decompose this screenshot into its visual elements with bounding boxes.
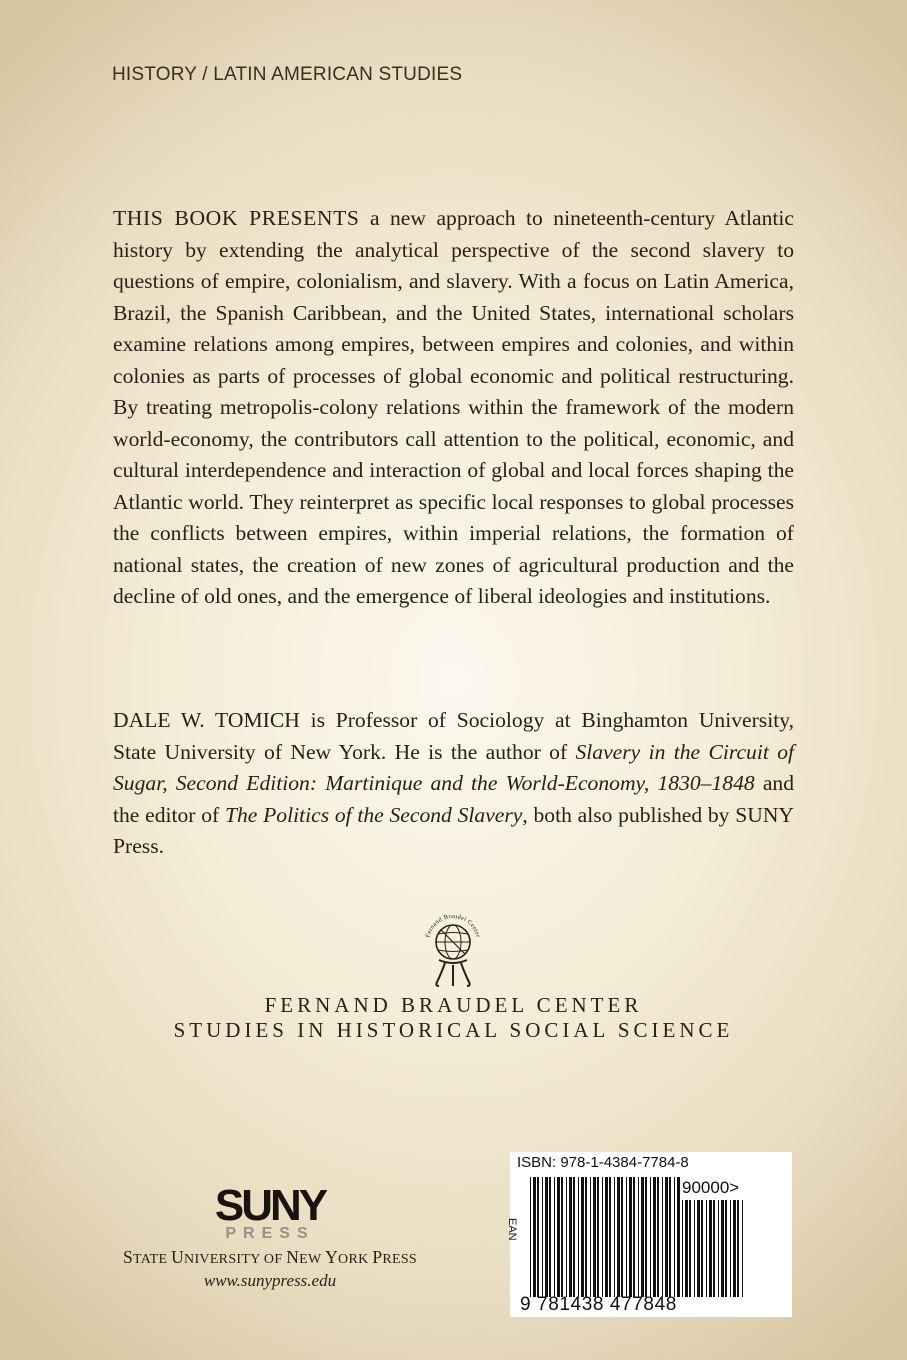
barcode-bar: [733, 1200, 736, 1297]
barcode-bar: [697, 1200, 700, 1297]
series-name: FERNAND BRAUDEL CENTER: [264, 993, 643, 1017]
barcode-bar: [674, 1177, 675, 1297]
book-title-2: The Politics of the Second Slavery: [224, 802, 523, 827]
barcode-bar: [542, 1177, 543, 1297]
barcode-bar: [617, 1177, 620, 1297]
barcode-bar: [682, 1200, 683, 1297]
price-code: 90000>: [682, 1178, 740, 1197]
barcode-bar: [626, 1177, 627, 1297]
barcode-bar: [609, 1177, 611, 1297]
braudel-center-logo: [417, 908, 489, 990]
barcode-bar: [590, 1177, 591, 1297]
barcode-bar: [597, 1177, 599, 1297]
barcode-bar: [718, 1200, 719, 1297]
barcode-bar: [694, 1200, 695, 1297]
book-description: [113, 203, 794, 613]
barcode-bar: [530, 1177, 531, 1297]
bio-part-2: and the editor of: [113, 771, 795, 827]
barcode-bar: [638, 1177, 639, 1297]
barcode-bar: [730, 1200, 731, 1297]
barcode-bar: [706, 1200, 707, 1297]
barcode-bar: [633, 1177, 635, 1297]
publisher-name: STATE UNIVERSITY OF NEW YORK PRESS: [122, 1247, 418, 1267]
barcode-bar: [585, 1177, 587, 1297]
barcode-bar: [662, 1177, 663, 1297]
barcode-bar: [549, 1177, 551, 1297]
logo-main-text: SUNY: [214, 1181, 326, 1230]
barcode-bar: [629, 1177, 632, 1297]
barcode-bar: [533, 1177, 536, 1297]
barcode-addon-bars: [682, 1200, 746, 1297]
barcode-bar: [709, 1200, 712, 1297]
barcode-bar: [742, 1200, 743, 1297]
barcode-bar: [605, 1177, 608, 1297]
barcode-bar: [554, 1177, 555, 1297]
description-text: a new approach to nineteenth-century Atlantic history by extending the analytical perspective of the second slavery to questions of empire, colonialism, and slavery. With a focus on Latin America, Brazil, the Spanish Caribbean, and the United States, international scholars examine relations among empires, between empires and colonies, and within colonies as parts of processes of global economic and political restructuring. By treating metropolis-colony relations within the framework of the modern world-economy, the contributors call attention to the political, economic, and cultural interdependence and interaction of global and local forces shaping the Atlantic world. They reinterpret as specific local responses to global processes the conflicts between empires, within imperial relations, the formation of national states, the creation of new zones of agricultural production and the decline of old ones, and the emergence of liberal ideologies and institutions.: [113, 206, 794, 608]
barcode-bar: [725, 1200, 727, 1297]
barcode-bar: [677, 1177, 680, 1297]
isbn-number: ISBN: 978-1-4384-7784-8: [517, 1154, 689, 1171]
barcode-bar: [569, 1177, 572, 1297]
bio-part-1: DALE W. TOMICH is Professor of Sociology at Binghamton University, State University of New York. He is the author of: [113, 708, 794, 764]
barcode-bar: [689, 1200, 691, 1297]
barcode-bar: [641, 1177, 644, 1297]
barcode-bar: [657, 1177, 659, 1297]
barcode-bar: [557, 1177, 560, 1297]
barcode-digits: 9 781438 477848: [520, 1294, 677, 1315]
barcode-bar: [685, 1200, 688, 1297]
barcode-bar: [578, 1177, 579, 1297]
barcode-bar: [665, 1177, 668, 1297]
barcode-bar: [621, 1177, 623, 1297]
barcode-bar: [545, 1177, 548, 1297]
suny-press-logo: [200, 1180, 340, 1242]
series-subtitle: STUDIES IN HISTORICAL SOCIAL SCIENCE: [173, 1018, 734, 1042]
barcode-bar: [593, 1177, 596, 1297]
barcode-bar: [561, 1177, 563, 1297]
barcode-bar: [721, 1200, 724, 1297]
barcode-panel: [506, 1152, 792, 1317]
barcode-bar: [614, 1177, 615, 1297]
barcode-bar: [701, 1200, 703, 1297]
ean-label: EAN: [506, 1218, 518, 1241]
barcode-bar: [737, 1200, 739, 1297]
barcode-bar: [713, 1200, 715, 1297]
description-lead: THIS BOOK PRESENTS: [113, 206, 360, 230]
barcode-bar: [573, 1177, 575, 1297]
barcode-bar: [602, 1177, 603, 1297]
author-bio: [113, 705, 794, 863]
barcode-bar: [669, 1177, 671, 1297]
barcode-bar: [566, 1177, 567, 1297]
publisher-url[interactable]: www.sunypress.edu: [203, 1271, 337, 1290]
category-label: HISTORY / LATIN AMERICAN STUDIES: [112, 64, 463, 85]
barcode-bar: [645, 1177, 647, 1297]
barcode-main-bars: [530, 1177, 680, 1297]
logo-sub-text: PRESS: [225, 1225, 315, 1242]
barcode-bar: [650, 1177, 651, 1297]
barcode-bar: [581, 1177, 584, 1297]
barcode-bar: [537, 1177, 539, 1297]
logo-arc-text: Fernand Braudel Center: [424, 912, 482, 939]
book-title-1: Slavery in the Circuit of Sugar, Second Edition: Martinique and the World-Economy, 1830–1848: [113, 739, 794, 795]
barcode-bar: [653, 1177, 656, 1297]
bio-part-3: , both also published by SUNY Press.: [113, 802, 795, 858]
